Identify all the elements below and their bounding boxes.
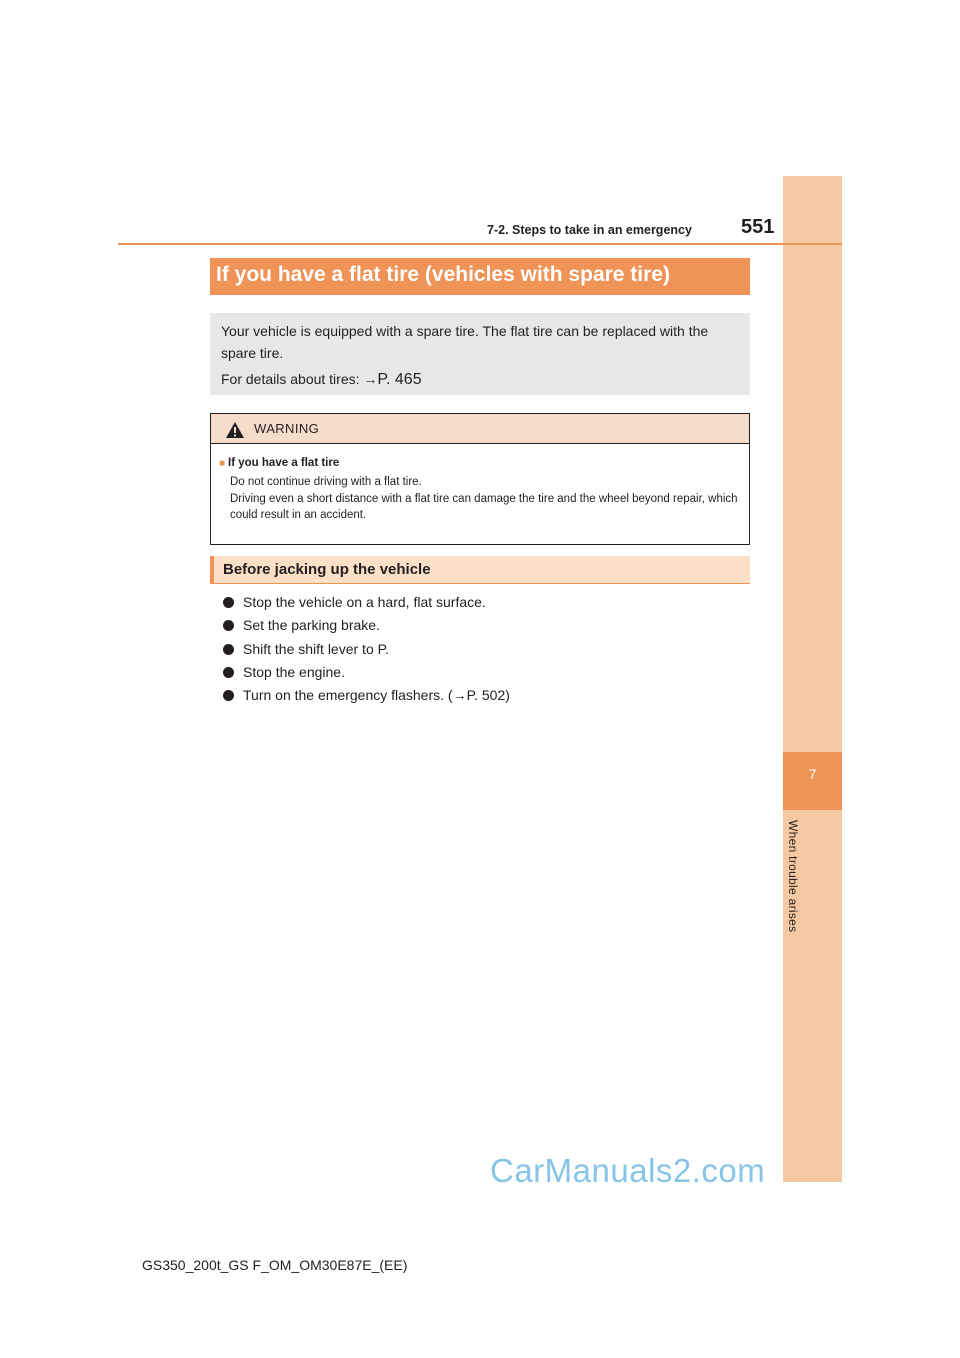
step-text: Shift the shift lever to P.: [243, 640, 390, 657]
warning-triangle-icon: [225, 421, 245, 439]
warning-subheading-text: If you have a flat tire: [228, 457, 340, 469]
list-item: [223, 639, 510, 662]
warning-text: [230, 474, 741, 524]
step-list: [223, 592, 510, 708]
header-section: 7-2. Steps to take in an emergency: [487, 223, 692, 237]
bullet-icon: [223, 620, 234, 631]
page-number: 551: [741, 216, 775, 238]
list-item: [223, 592, 510, 615]
bullet-icon: [223, 667, 234, 678]
step-text: Set the parking brake.: [243, 617, 380, 634]
step-text: Stop the vehicle on a hard, flat surface.: [243, 594, 486, 610]
header-rule: [118, 243, 842, 245]
watermark-logo[interactable]: CarManuals2.com: [490, 1152, 766, 1189]
subsection-title-bar: [210, 556, 750, 584]
subsection-title: Before jacking up the vehicle: [223, 561, 431, 578]
bullet-icon: [223, 690, 234, 701]
section-title-bar: [210, 258, 750, 295]
chapter-number: 7: [808, 766, 817, 782]
warning-box: [210, 413, 750, 545]
warning-subheading: [219, 457, 741, 469]
chapter-title: When trouble arises: [786, 820, 800, 933]
warning-label: WARNING: [254, 421, 320, 436]
intro-text: Your vehicle is equipped with a spare tire. The flat tire can be replaced with the spare tire.: [221, 323, 709, 361]
intro-ref-prefix: For details about tires:: [221, 371, 364, 387]
list-item: [223, 615, 510, 638]
warning-text-line-2: Driving even a short distance with a flat tire can damage the tire and the wheel beyond repair, which could result in an accident.: [230, 492, 738, 521]
section-title: If you have a flat tire (vehicles with spare tire): [216, 263, 670, 286]
arrow-icon: →: [363, 371, 378, 387]
step-text: Turn on the emergency flashers. (→P. 502): [243, 687, 510, 704]
bullet-icon: [223, 597, 234, 608]
warning-text-line-1: Do not continue driving with a flat tire.: [230, 476, 422, 488]
warning-header: [211, 414, 749, 444]
list-item: [223, 662, 510, 685]
intro-ref-page-link[interactable]: P. 465: [377, 371, 422, 388]
side-tab: [783, 176, 842, 1182]
footer-document-code: GS350_200t_GS F_OM_OM30E87E_(EE): [142, 1257, 408, 1273]
step-text: Stop the engine.: [243, 663, 345, 680]
intro-box: [210, 313, 750, 395]
bullet-icon: [223, 644, 234, 655]
warning-body: [211, 444, 749, 524]
square-bullet-icon: ■: [219, 458, 226, 469]
list-item: [223, 685, 510, 708]
intro-reference: [221, 368, 739, 391]
